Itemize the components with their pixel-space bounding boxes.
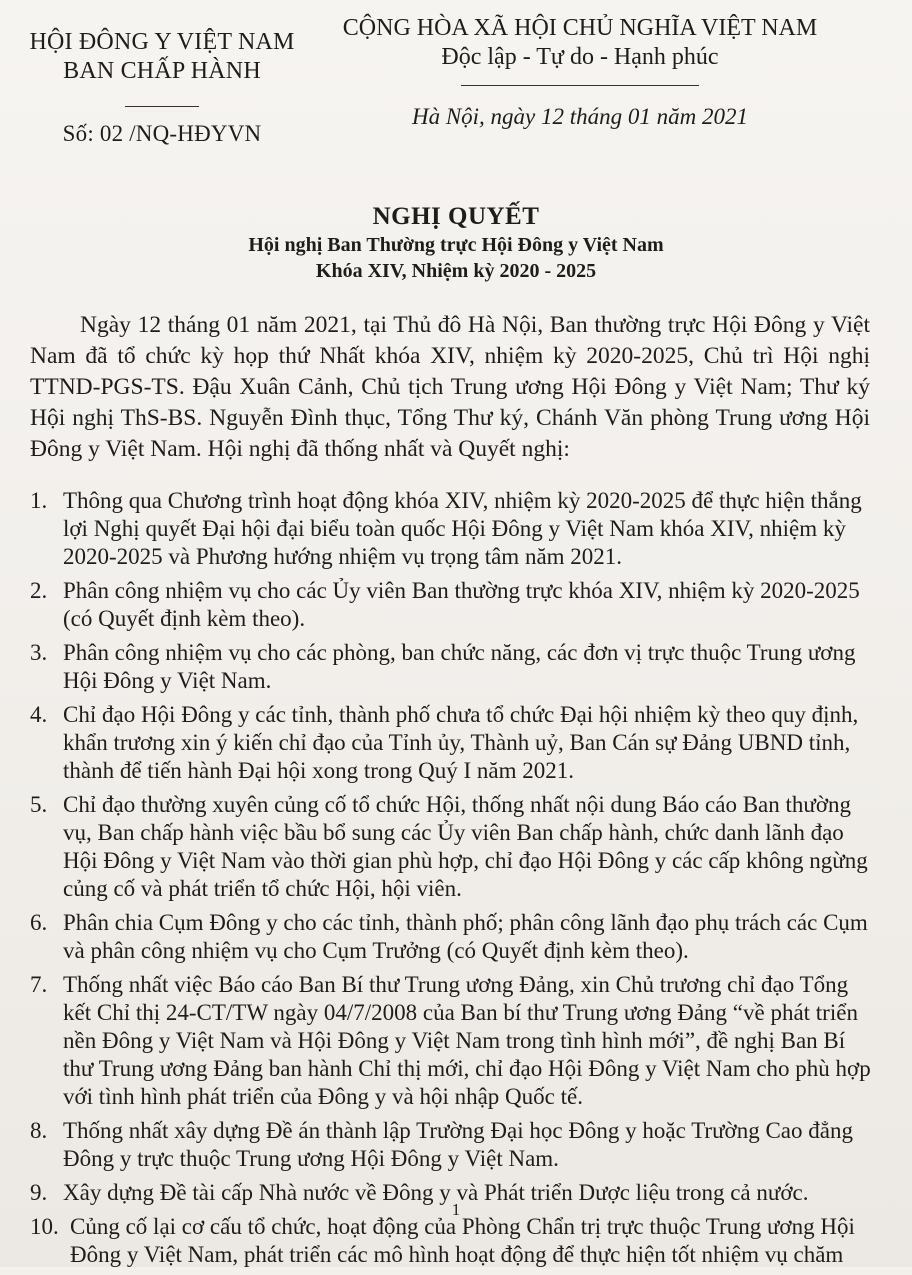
item-number: 7.: [30, 972, 48, 997]
document-number: Số: 02 /NQ-HĐYVN: [62, 121, 262, 146]
item-text: Phân công nhiệm vụ cho các phòng, ban chức năng, các đơn vị trực thuộc Trung ương Hội Đông y Việt Nam.: [63, 640, 856, 693]
list-item: [30, 577, 872, 633]
intro-paragraph: Ngày 12 tháng 01 năm 2021, tại Thủ đô Hà Nội, Ban thường trực Hội Đông y Việt Nam đã tổ chức kỳ họp thứ Nhất khóa XIV, nhiệm kỳ 2020-2025, Chủ trì Hội nghị TTND-PGS-TS. Đậu Xuân Cảnh, Chủ tịch Trung ương Hội Đông y Việt Nam; Thư ký Hội nghị ThS-BS. Nguyễn Đình thục, Tổng Thư ký, Chánh Văn phòng Trung ương Hội Đông y Việt Nam. Hội nghị đã thống nhất và Quyết nghị:: [30, 312, 870, 462]
list-item: [30, 791, 872, 903]
document-title: NGHỊ QUYẾT: [372, 203, 540, 230]
country-name: CỘNG HÒA XÃ HỘI CHỦ NGHĨA VIỆT NAM: [342, 15, 818, 41]
item-number: 5.: [30, 792, 48, 817]
list-item: [30, 909, 872, 965]
item-text: Thống nhất việc Báo cáo Ban Bí thư Trung ương Đảng, xin Chủ trương chỉ đạo Tổng kết Chỉ thị 24-CT/TW ngày 04/7/2008 của Ban bí thư Trung ương Đảng “về phát triển nền Đông y Việt Nam và Hội Đông y Việt Nam trong tình hình mới”, đề nghị Ban Bí thư Trung ương Đảng ban hành Chỉ thị mới, chỉ đạo Hội Đông y Việt Nam cho phù hợp với tình hình phát triển của Đông y và hội nhập Quốc tế.: [63, 972, 871, 1109]
list-item: [30, 1213, 872, 1269]
page-number: 1: [451, 1200, 461, 1219]
item-text: Chỉ đạo Hội Đông y các tỉnh, thành phố chưa tổ chức Đại hội nhiệm kỳ theo quy định, khẩn trương xin ý kiến chỉ đạo của Tỉnh ủy, Thành uỷ, Ban Cán sự Đảng UBND tỉnh, thành để tiến hành Đại hội xong trong Quý I năm 2021.: [63, 702, 859, 783]
motto: Độc lập - Tự do - Hạnh phúc: [441, 44, 719, 70]
item-text: Phân công nhiệm vụ cho các Ủy viên Ban thường trực khóa XIV, nhiệm kỳ 2020-2025 (có Quyết định kèm theo).: [63, 578, 860, 631]
title-subline-2: Khóa XIV, Nhiệm kỳ 2020 - 2025: [315, 260, 597, 282]
header-left: [22, 28, 302, 148]
list-item: [30, 639, 872, 695]
item-text: Thông qua Chương trình hoạt động khóa XIV, nhiệm kỳ 2020-2025 để thực hiện thắng lợi Nghị quyết Đại hội đại biểu toàn quốc Hội Đông y Việt Nam khóa XIV, nhiệm kỳ 2020-2025 và Phương hướng nhiệm vụ trọng tâm năm 2021.: [63, 488, 862, 569]
item-number: 6.: [30, 910, 48, 935]
resolution-list: [30, 487, 872, 1275]
list-item: [30, 487, 872, 571]
item-text: Củng cố lại cơ cấu tổ chức, hoạt động của Phòng Chẩn trị trực thuộc Trung ương Hội Đông y Việt Nam, phát triển các mô hình hoạt động để thực hiện tốt nhiệm vụ chăm: [70, 1214, 855, 1267]
list-item: [30, 971, 872, 1111]
item-text: Xây dựng Đề tài cấp Nhà nước về Đông y và Phát triển Dược liệu trong cả nước.: [63, 1180, 809, 1205]
list-item: [30, 1117, 872, 1173]
item-text: Thống nhất xây dựng Đề án thành lập Trường Đại học Đông y hoặc Trường Cao đẳng Đông y trực thuộc Trung ương Hội Đông y Việt Nam.: [63, 1118, 853, 1171]
item-text: Chỉ đạo thường xuyên củng cố tổ chức Hội, thống nhất nội dung Báo cáo Ban thường vụ, Ban chấp hành việc bầu bổ sung các Ủy viên Ban chấp hành, chức danh lãnh đạo Hội Đông y Việt Nam vào thời gian phù hợp, chỉ đạo Hội Đông y các cấp không ngừng củng cố và phát triển tổ chức Hội, hội viên.: [63, 792, 868, 901]
divider-right: [461, 85, 699, 86]
divider-left: [125, 106, 199, 107]
org-body: BAN CHẤP HÀNH: [63, 58, 261, 84]
item-number: 4.: [30, 702, 48, 727]
item-number: 2.: [30, 578, 48, 603]
document-date: Hà Nội, ngày 12 tháng 01 năm 2021: [411, 104, 749, 129]
org-name: HỘI ĐÔNG Y VIỆT NAM: [29, 29, 295, 55]
item-number: 9.: [30, 1180, 48, 1205]
title-subline-1: Hội nghị Ban Thường trực Hội Đông y Việt Nam: [248, 234, 664, 256]
title-block: [0, 202, 912, 284]
list-item: [30, 701, 872, 785]
item-number: 10.: [30, 1214, 59, 1239]
item-text: Phân chia Cụm Đông y cho các tỉnh, thành phố; phân công lãnh đạo phụ trách các Cụm và phân công nhiệm vụ cho Cụm Trưởng (có Quyết định kèm theo).: [63, 910, 868, 963]
item-number: 3.: [30, 640, 48, 665]
item-number: 1.: [30, 488, 48, 513]
item-number: 8.: [30, 1118, 48, 1143]
header-right: [330, 14, 830, 86]
